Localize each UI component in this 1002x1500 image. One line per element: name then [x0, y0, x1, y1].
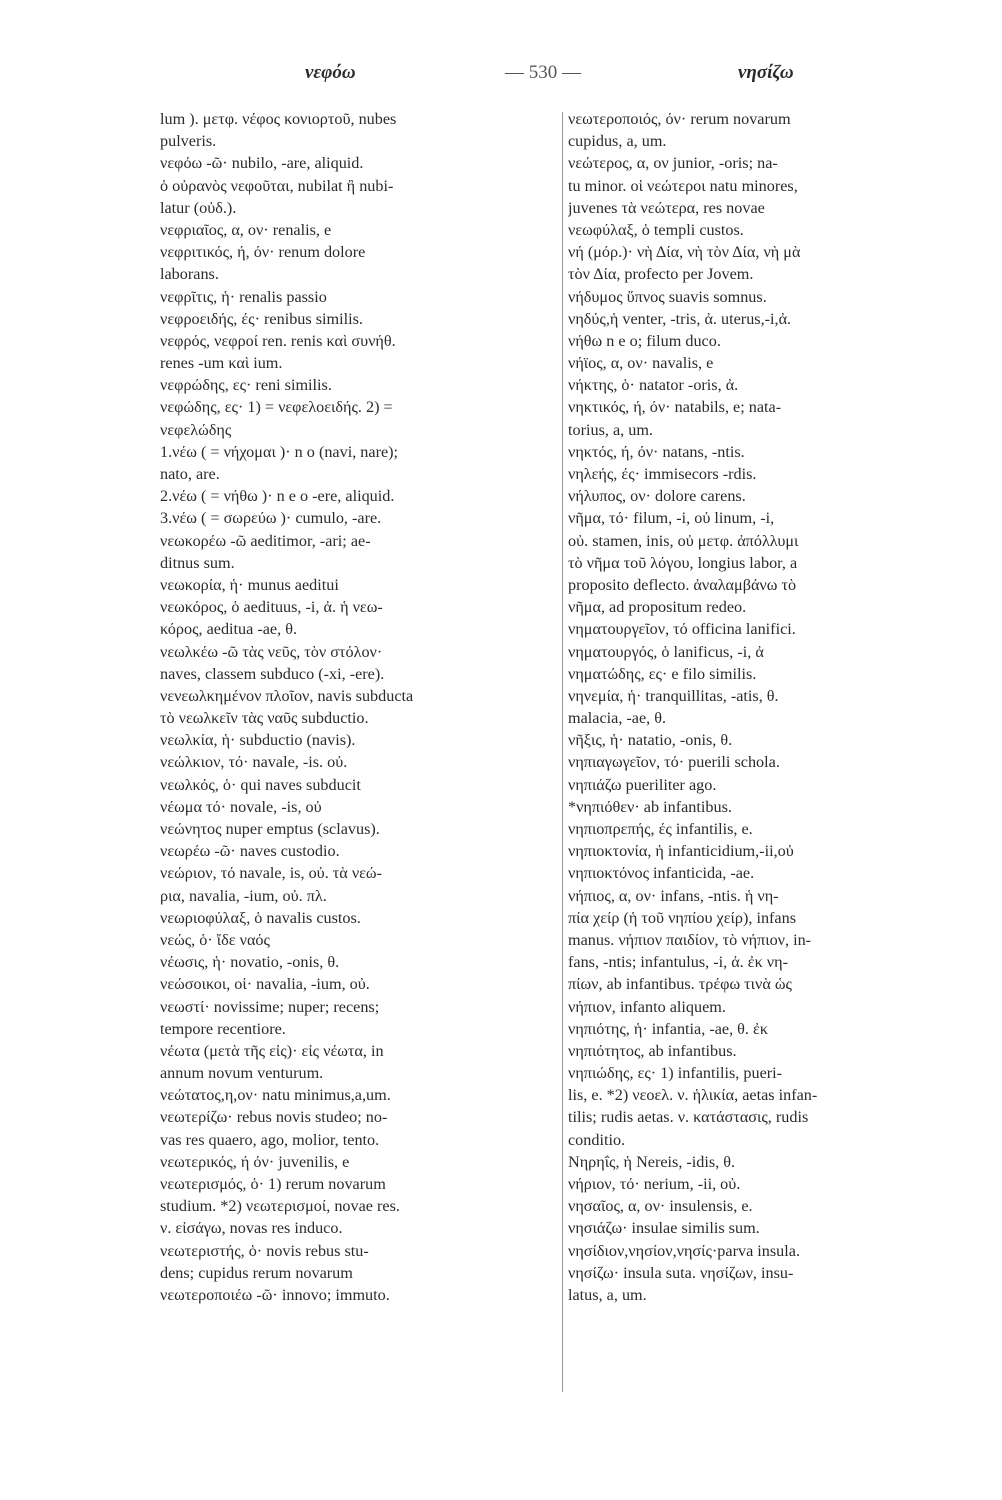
- dictionary-line: νεωκορία, ἡ· munus aeditui: [160, 575, 339, 594]
- dictionary-line: νηπιότητος, ab infantibus.: [568, 1041, 737, 1060]
- dictionary-line: νεώλκιον, τό· navale, -is. οὐ.: [160, 753, 348, 772]
- right-column: [568, 108, 973, 1306]
- dictionary-line: νεωτεροποιέω -ῶ· innovo; immuto.: [160, 1285, 390, 1304]
- dictionary-line: νεφροειδής, ές· renibus similis.: [160, 309, 363, 328]
- page-header: [0, 62, 1002, 92]
- dictionary-line: νεωφύλαξ, ὁ templi custos.: [568, 220, 744, 239]
- dictionary-line: νηδύς,ἡ venter, -tris, ἀ. uterus,-i,ἀ.: [568, 309, 792, 328]
- dictionary-line: νηνεμία, ἡ· tranquillitas, -atis, θ.: [568, 686, 779, 705]
- dictionary-line: renes -um καὶ ium.: [160, 354, 283, 373]
- dictionary-line: νήριον, τό· nerium, -ii, οὐ.: [568, 1175, 741, 1193]
- dictionary-line: tu minor. οἱ νεώτεροι natu minores,: [568, 176, 798, 195]
- dictionary-line: ὁ οὐρανὸς νεφοῦται, nubilat ἢ nubi-: [160, 176, 394, 195]
- dictionary-line: νεωλκός, ὁ· qui naves subducit: [160, 775, 361, 794]
- dictionary-line: νηματουργεῖον, τό officina lanifici.: [568, 620, 796, 639]
- dictionary-line: νηπιώδης, ες· 1) infantilis, pueri-: [568, 1064, 783, 1083]
- dictionary-line: νεωκόρος, ὁ aedituus, -i, ἀ. ἡ νεω-: [160, 598, 383, 617]
- dictionary-line: Νηρηΐς, ἡ Nereis, -idis, θ.: [568, 1152, 736, 1171]
- dictionary-line: annum novum venturum.: [160, 1064, 324, 1083]
- dictionary-line: νέωσις, ἡ· novatio, -onis, θ.: [160, 953, 340, 972]
- dictionary-line: νηματώδης, ες· e filo similis.: [568, 664, 757, 683]
- dictionary-line: νηπιοπρεπής, ές infantilis, e.: [568, 820, 753, 838]
- dictionary-line: fans, -ntis; infantulus, -i, ἀ. ἐκ νη-: [568, 953, 788, 972]
- dictionary-line: νεώσοικοι, οἱ· navalia, -ium, οὐ.: [160, 975, 370, 994]
- header-first-entry: νεφόω: [305, 62, 356, 83]
- dictionary-line: 3.νέω ( = σωρεύω )· cumulo, -are.: [160, 509, 382, 528]
- dictionary-line: πίων, ab infantibus. τρέφω τινὰ ὡς: [568, 975, 792, 994]
- dictionary-line: dens; cupidus rerum novarum: [160, 1263, 353, 1282]
- dictionary-line: πία χείρ (ἡ τοῦ νηπίου χείρ), infans: [568, 908, 797, 927]
- dictionary-line: νεωστί· novissime; nuper; recens;: [160, 997, 380, 1016]
- dictionary-line: νεωλκία, ἡ· subductio (navis).: [160, 731, 356, 750]
- dictionary-line: νεωτερισμός, ὁ· 1) rerum novarum: [160, 1175, 386, 1193]
- dictionary-line: οὐ. stamen, inis, οὐ μετφ. ἀπόλλυμι: [568, 531, 799, 550]
- dictionary-line: lis, e. *2) νεοελ. ν. ἡλικία, aetas infan-: [568, 1086, 818, 1105]
- dictionary-line: lum ). μετφ. νέφος κονιορτοῦ, nubes: [160, 110, 397, 128]
- dictionary-line: νεφελώδης: [160, 420, 232, 439]
- dictionary-line: proposito deflecto. ἀναλαμβάνω τὸ: [568, 575, 797, 594]
- header-last-entry: νησίζω: [738, 62, 794, 83]
- dictionary-line: νεφρῖτις, ἡ· renalis passio: [160, 287, 327, 306]
- dictionary-line: 1.νέω ( = νήχομαι )· n o (navi, nare);: [160, 442, 399, 461]
- dictionary-line: νεώτατος,η,ον· natu minimus,a,um.: [160, 1086, 391, 1105]
- dictionary-line: νήλυπος, ον· dolore carens.: [568, 487, 746, 506]
- dictionary-line: κόρος, aeditua -ae, θ.: [160, 620, 298, 639]
- dictionary-line: νεώνητος nuper emptus (sclavus).: [160, 820, 380, 838]
- dictionary-line: νήκτης, ὁ· natator -oris, ἀ.: [568, 376, 739, 395]
- dictionary-line: νήπιος, α, ον· infans, -ntis. ἡ νη-: [568, 886, 779, 905]
- dictionary-line: naves, classem subduco (-xi, -ere).: [160, 664, 385, 683]
- dictionary-line: νησίζω· insula suta. νησίζων, insu-: [568, 1263, 794, 1282]
- dictionary-line: νῆμα, ad propositum redeo.: [568, 598, 747, 617]
- dictionary-line: νηπιαγωγεῖον, τό· puerili schola.: [568, 753, 780, 772]
- dictionary-line: νεώριον, τό navale, is, οὐ. τὰ νεώ-: [160, 864, 382, 883]
- dictionary-line: latur (οὐδ.).: [160, 198, 237, 217]
- dictionary-line: latus, a, um.: [568, 1285, 647, 1304]
- dictionary-line: νεωλκέω -ῶ τὰς νεῦς, τὸν στόλον·: [160, 642, 383, 661]
- dictionary-line: tempore recentiore.: [160, 1019, 286, 1038]
- dictionary-line: νῆξις, ἡ· natatio, -onis, θ.: [568, 731, 733, 750]
- left-column: [160, 108, 565, 1306]
- dictionary-line: conditio.: [568, 1130, 626, 1149]
- dictionary-line: νηματουργός, ὁ lanificus, -i, ἀ: [568, 642, 764, 661]
- dictionary-line: torius, a, um.: [568, 420, 653, 439]
- dictionary-line: νεφώδης, ες· 1) = νεφελοειδής. 2) =: [160, 398, 393, 417]
- dictionary-line: νεφριτικός, ή, όν· renum dolore: [160, 243, 366, 262]
- dictionary-line: νήϊος, α, ον· navalis, e: [568, 354, 714, 373]
- dictionary-line: νεωτεριστής, ὁ· novis rebus stu-: [160, 1241, 369, 1260]
- dictionary-line: νηλεής, ές· immisecors -rdis.: [568, 465, 757, 483]
- dictionary-line: νηπιοκτόνος infanticida, -ae.: [568, 864, 755, 883]
- dictionary-line: νηπιότης, ἡ· infantia, -ae, θ. ἐκ: [568, 1019, 768, 1038]
- dictionary-line: νήπιον, infanto aliquem.: [568, 997, 726, 1016]
- dictionary-line: νεφόω -ῶ· nubilo, -are, aliquid.: [160, 154, 364, 173]
- dictionary-line: manus. νήπιον παιδίον, τὸ νήπιον, in-: [568, 930, 812, 949]
- dictionary-line: νήθω n e o; filum duco.: [568, 331, 721, 350]
- dictionary-line: νηκτικός, ή, όν· natabils, e; nata-: [568, 398, 782, 417]
- dictionary-line: νῆμα, τό· filum, -i, οὐ linum, -i,: [568, 509, 775, 528]
- dictionary-line: νησίδιον,νησίον,νησίς·parva insula.: [568, 1241, 801, 1260]
- column-divider: [562, 112, 563, 1392]
- dictionary-line: νεωριοφύλαξ, ὁ navalis custos.: [160, 908, 361, 927]
- dictionary-line: νησαῖος, α, ον· insulensis, e.: [568, 1197, 753, 1216]
- dictionary-line: τὸν Δία, profecto per Jovem.: [568, 265, 754, 284]
- dictionary-line: νεώτερος, α, ον junior, -oris; na-: [568, 154, 778, 173]
- dictionary-line: vas res quaero, ago, molior, tento.: [160, 1130, 380, 1149]
- dictionary-line: νεωκορέω -ῶ aeditimor, -ari; ae-: [160, 531, 371, 550]
- dictionary-line: 2.νέω ( = νήθω )· n e o -ere, aliquid.: [160, 487, 395, 506]
- dictionary-line: *νηπιόθεν· ab infantibus.: [568, 797, 732, 816]
- dictionary-line: νεφρώδης, ες· reni similis.: [160, 376, 332, 395]
- dictionary-line: νεωτερίζω· rebus novis studeo; no-: [160, 1108, 388, 1127]
- dictionary-line: νεώς, ὁ· ἴδε ναός: [160, 930, 270, 949]
- dictionary-line: τὸ νῆμα τοῦ λόγου, longius labor, a: [568, 553, 798, 572]
- dictionary-line: ditnus sum.: [160, 553, 235, 572]
- dictionary-line: νεωτεροποιός, όν· rerum novarum: [568, 110, 791, 128]
- dictionary-line: νηπιοκτονία, ἡ infanticidium,-ii,οὐ: [568, 842, 794, 861]
- dictionary-line: juvenes τὰ νεώτερα, res novae: [568, 198, 765, 217]
- dictionary-line: ρια, navalia, -ium, οὐ. πλ.: [160, 886, 327, 905]
- dictionary-line: studium. *2) νεωτερισμοί, novae res.: [160, 1197, 400, 1216]
- dictionary-line: νενεωλκημένον πλοῖον, navis subducta: [160, 686, 414, 705]
- dictionary-line: νεφριαῖος, α, ον· renalis, e: [160, 220, 332, 239]
- dictionary-line: νέωτα (μετὰ τῆς εἰς)· εἰς νέωτα, in: [160, 1041, 384, 1060]
- page-number: — 530 —: [505, 62, 581, 83]
- dictionary-line: νέωμα τό· novale, -is, οὐ: [160, 797, 322, 816]
- dictionary-line: νεωρέω -ῶ· naves custodio.: [160, 842, 340, 861]
- dictionary-line: nato, are.: [160, 465, 220, 483]
- dictionary-line: νηπιάζω pueriliter ago.: [568, 775, 717, 794]
- dictionary-line: νεφρός, νεφροί ren. renis καὶ συνήθ.: [160, 331, 396, 350]
- dictionary-line: ν. εἰσάγω, novas res induco.: [160, 1219, 343, 1238]
- dictionary-line: νησιάζω· insulae similis sum.: [568, 1219, 760, 1238]
- dictionary-line: cupidus, a, um.: [568, 132, 667, 151]
- dictionary-line: malacia, -ae, θ.: [568, 709, 667, 728]
- dictionary-line: νήδυμος ὕπνος suavis somnus.: [568, 287, 767, 306]
- dictionary-line: laborans.: [160, 265, 219, 284]
- dictionary-line: pulveris.: [160, 132, 217, 151]
- dictionary-line: τὸ νεωλκεῖν τὰς ναῦς subductio.: [160, 709, 369, 728]
- dictionary-line: tilis; rudis aetas. ν. κατάστασις, rudis: [568, 1108, 809, 1127]
- dictionary-line: νή (μόρ.)· νὴ Δία, νὴ τὸν Δία, νὴ μὰ: [568, 243, 801, 262]
- dictionary-line: νηκτός, ή, όν· natans, -ntis.: [568, 442, 745, 461]
- dictionary-line: νεωτερικός, ή όν· juvenilis, e: [160, 1152, 350, 1171]
